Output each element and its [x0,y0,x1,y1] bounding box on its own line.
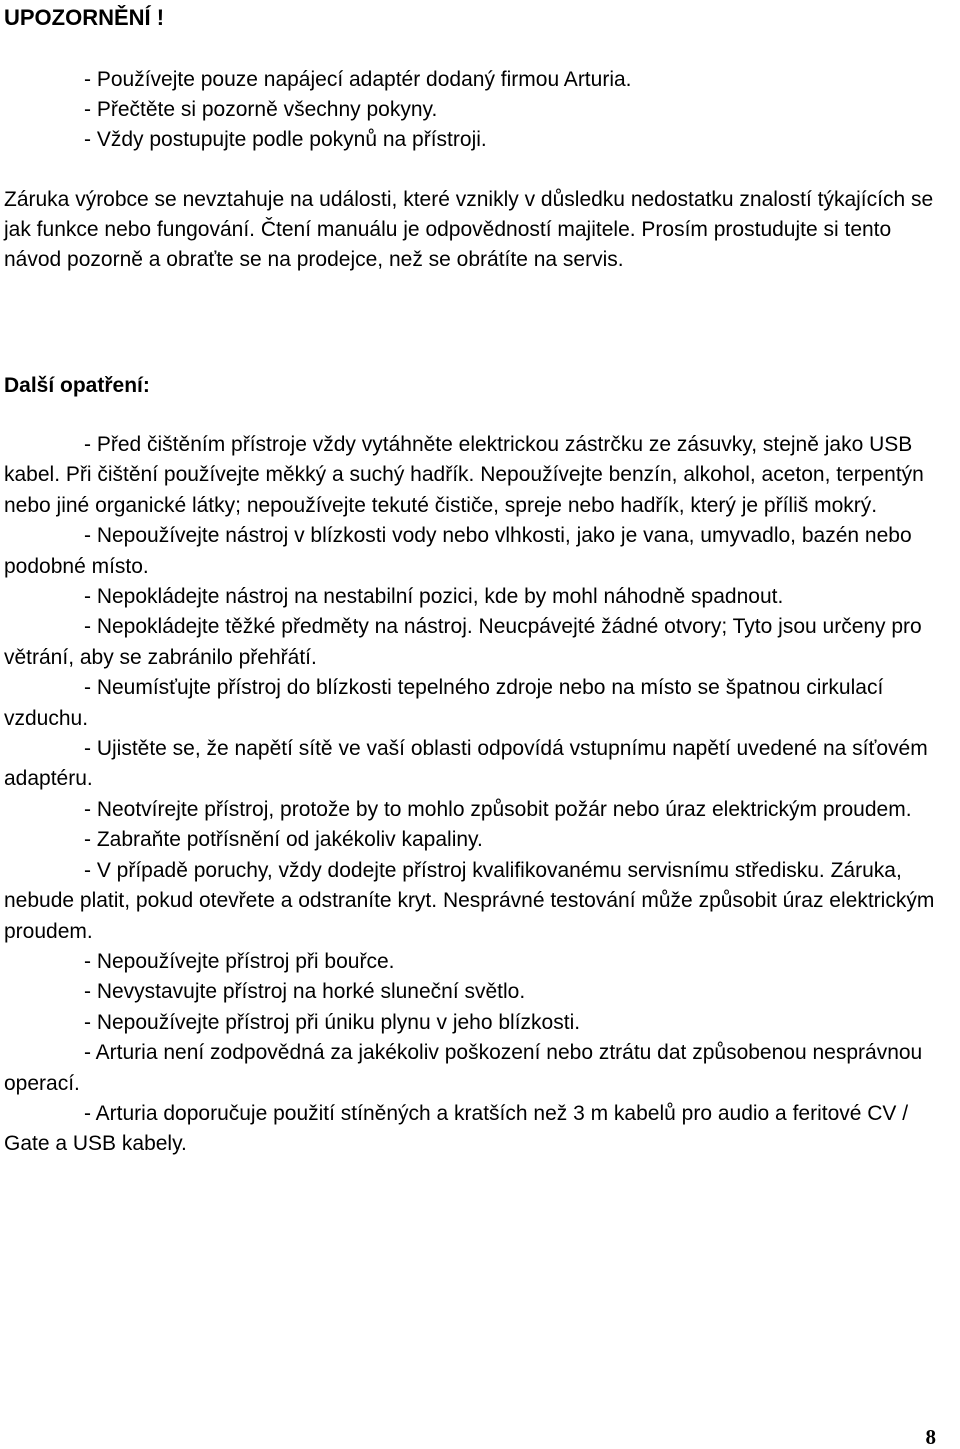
precaution-item: - Nevystavujte přístroj na horké sluneční světlo. [84,980,526,1004]
precaution-item: - V případě poruchy, vždy dodejte přístroj kvalifikovanému servisnímu středisku. Záruka, nebude platit, pokud otevřete a odstraníte kryt. Nesprávné testování může způsobit úraz elektrickým proudem. [4,858,935,943]
precaution-item: - Arturia není zodpovědná za jakékoliv poškození nebo ztrátu dat způsobenou nesprávnou operací. [4,1041,923,1095]
warning-list [84,65,632,155]
section-heading: Další opatření: [4,374,150,397]
precaution-item: - Nepokládejte nástroj na nestabilní pozici, kde by mohl náhodně spadnout. [84,585,784,609]
page-title: UPOZORNĚNÍ ! [4,5,165,30]
warranty-paragraph: Záruka výrobce se nevztahuje na události, které vznikly v důsledku nedostatku znalostí týkajících se jak funkce nebo fungování. Čtení manuálu je odpovědností majitele. Prosím prostudujte si tento návod pozorně a obraťte se na prodejce, než se obrátíte na servis. [4,188,934,271]
precaution-item: - Zabraňte potřísnění od jakékoliv kapaliny. [84,828,483,852]
precaution-item: - Arturia doporučuje použití stíněných a kratších než 3 m kabelů pro audio a feritové CV / Gate a USB kabely. [4,1101,909,1156]
precaution-item: - Nepoužívejte přístroj při bouřce. [84,949,395,973]
warning-item: - Vždy postupujte podle pokynů na přístroji. [84,128,487,151]
warning-item: - Používejte pouze napájecí adaptér dodaný firmou Arturia. [84,68,632,91]
precaution-item: - Před čištěním přístroje vždy vytáhněte elektrickou zástrčku ze zásuvky, stejně jako USB kabel. Při čištění používejte měkký a suchý hadřík. Nepoužívejte benzín, alkohol, aceton, terpentýn nebo jiné organické látky; nepoužívejte tekuté čističe, spreje nebo hadřík, který je příliš mokrý. [4,433,924,517]
warranty-paragraph-block [4,185,952,275]
precaution-item: - Nepokládejte těžké předměty na nástroj. Neucpávejté žádné otvory; Tyto jsou určeny pro větrání, aby se zabránilo přehřátí. [4,615,922,669]
page-number: 8 [925,1425,936,1449]
precautions-list [4,430,952,1160]
precaution-item: - Neotvírejte přístroj, protože by to mohlo způsobit požár nebo úraz elektrickým proudem. [84,797,912,821]
precaution-item: - Nepoužívejte přístroj při úniku plynu v jeho blízkosti. [84,1010,581,1034]
precaution-item: - Ujistěte se, že napětí sítě ve vaší oblasti odpovídá vstupnímu napětí uvedené na síťovém adaptéru. [4,737,928,791]
warning-item: - Přečtěte si pozorně všechny pokyny. [84,98,438,121]
precaution-item: - Nepoužívejte nástroj v blízkosti vody nebo vlhkosti, jako je vana, umyvadlo, bazén nebo podobné místo. [4,524,912,578]
precaution-item: - Neumísťujte přístroj do blízkosti tepelného zdroje nebo na místo se špatnou cirkulací vzduchu. [4,676,884,730]
